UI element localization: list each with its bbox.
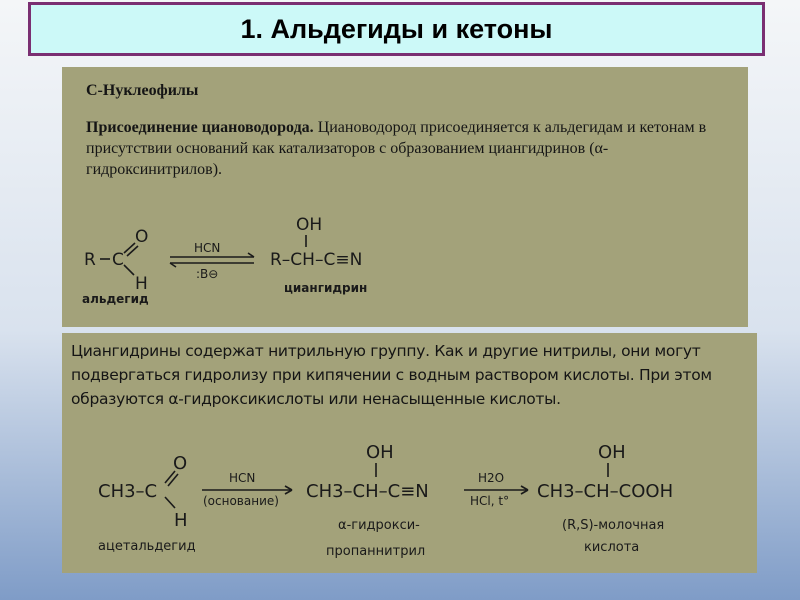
section-heading: С-Нуклеофилы — [86, 82, 199, 99]
reactant-r: R — [84, 250, 96, 270]
product-label: циангидрин — [284, 281, 368, 295]
reactant-c: C — [112, 250, 124, 270]
reactant-h: H — [135, 274, 148, 294]
cyanohydrin-formation-panel — [62, 67, 748, 327]
acetaldehyde-o: O — [173, 453, 188, 474]
lactic-acid-formula: CH3–CH–COOH — [537, 481, 674, 502]
reagent1-bottom: (основание) — [203, 494, 279, 508]
intermediate-oh: OH — [366, 442, 394, 463]
intermediate-label-2: пропаннитрил — [326, 544, 426, 559]
title-banner — [28, 2, 765, 56]
reagent1-top: HCN — [229, 471, 256, 485]
bond-c-h — [165, 497, 175, 508]
reagent-top: HCN — [194, 241, 221, 255]
reagent2-top: H2O — [478, 471, 505, 485]
product-oh: OH — [598, 442, 626, 463]
reagent2-bottom: HCl, t° — [470, 494, 510, 508]
reaction-scheme-1 — [62, 67, 748, 327]
reaction-scheme-2 — [62, 333, 757, 573]
bond-c-h — [124, 265, 134, 275]
intermediate-label-1: α-гидрокси- — [338, 518, 420, 533]
double-bond-b — [168, 474, 178, 486]
product-oh: OH — [296, 215, 323, 235]
acetaldehyde-formula: CH3–C — [98, 481, 158, 502]
double-bond-b — [127, 246, 138, 256]
reagent-bottom: :B⊖ — [196, 267, 219, 281]
paragraph-lead: Присоединение циановодорода. — [86, 119, 314, 136]
product-label-1: (R,S)-молочная — [562, 518, 665, 533]
reactant-label: альдегид — [82, 292, 149, 306]
product-formula: R–CH–C≡N — [270, 250, 363, 270]
hydrolysis-paragraph: Циангидрины содержат нитрильную группу. Как и другие нитрилы, они могут подвергаться гидролизу при кипячении с водным раствором кислоты. При этом образуются α-гидроксикислоты или ненасыщенные кислоты. — [71, 342, 712, 408]
reactant-o: O — [135, 227, 149, 247]
slide-title: 1. Альдегиды и кетоны — [240, 13, 553, 44]
product-label-2: кислота — [584, 540, 640, 555]
paragraph-body: Циановодород присоединяется к альдегидам и кетонам в присутствии оснований как катализаторов с образованием циангидринов (α-гидроксинитрилов). — [86, 119, 707, 178]
intermediate-formula: CH3–CH–C≡N — [306, 481, 429, 502]
acetaldehyde-label: ацетальдегид — [98, 539, 196, 554]
cyanohydrin-hydrolysis-panel — [62, 333, 757, 573]
double-bond-a — [124, 243, 135, 253]
acetaldehyde-h: H — [174, 510, 188, 531]
